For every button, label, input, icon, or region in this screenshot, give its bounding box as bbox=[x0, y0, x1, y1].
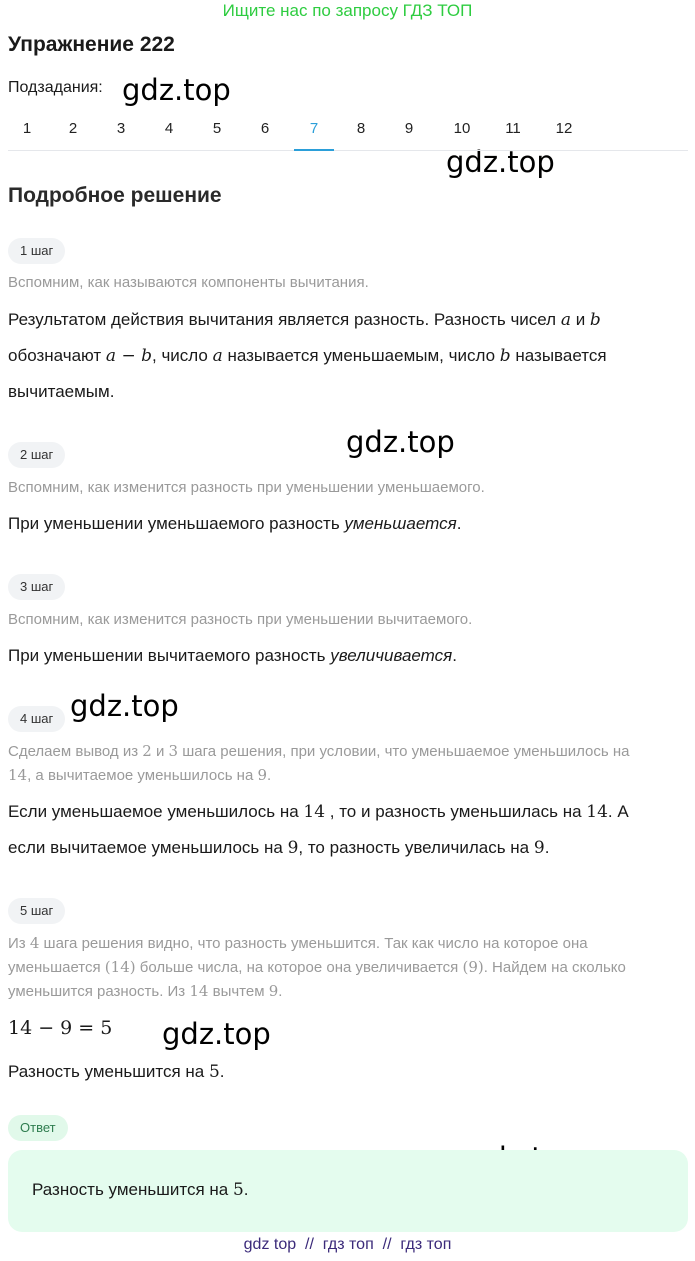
math-num: 5 bbox=[232, 1180, 244, 1200]
tab-4[interactable]: 4 bbox=[164, 120, 174, 137]
text-fragment: . bbox=[278, 983, 283, 1000]
step-badge: 1 шаг bbox=[8, 238, 65, 264]
step-badge: 4 шаг bbox=[8, 706, 65, 732]
promo-banner[interactable]: Ищите нас по запросу ГДЗ ТОП bbox=[222, 1, 473, 20]
math-num: 3 bbox=[168, 742, 179, 760]
math-num: 14 bbox=[189, 982, 209, 1000]
step-hint bbox=[8, 739, 629, 764]
text-fragment: Из bbox=[8, 935, 30, 952]
emphasis: уменьшается bbox=[344, 514, 457, 533]
text-fragment: уменьшится разность. Из bbox=[8, 983, 190, 1000]
text-fragment: вычтем bbox=[208, 983, 269, 1000]
math-num: 14 bbox=[8, 766, 28, 784]
answer-text bbox=[32, 1180, 249, 1200]
step-badge: 5 шаг bbox=[8, 898, 65, 924]
step-hint bbox=[8, 763, 271, 788]
step-hint: Вспомним, как изменится разность при уменьшении вычитаемого. bbox=[8, 611, 473, 628]
text-fragment: больше числа, на которое она увеличивается bbox=[135, 959, 463, 976]
text-fragment: если вычитаемое уменьшилось на bbox=[8, 838, 288, 857]
tab-8[interactable]: 8 bbox=[356, 120, 366, 137]
math-num: (14) bbox=[104, 958, 136, 976]
math-num: 9 bbox=[533, 838, 545, 858]
text-fragment: называется уменьшаемым, число bbox=[222, 346, 500, 365]
watermark: gdz.top bbox=[122, 73, 231, 107]
emphasis: увеличивается bbox=[330, 646, 453, 665]
text-fragment: шага решения видно, что разность уменьшится. Так как число на которое она bbox=[39, 935, 588, 952]
text-fragment: . bbox=[452, 646, 457, 665]
tab-3[interactable]: 3 bbox=[116, 120, 126, 137]
math-num: 14 bbox=[586, 802, 608, 822]
text-fragment: Разность уменьшится на bbox=[32, 1180, 233, 1199]
text-fragment: Разность уменьшится на bbox=[8, 1062, 209, 1081]
math-expr: a − b bbox=[105, 346, 152, 366]
math-var: a bbox=[212, 346, 223, 366]
text-fragment: . Найдем на сколько bbox=[483, 959, 626, 976]
math-num: 5 bbox=[208, 1062, 220, 1082]
step-hint bbox=[8, 979, 282, 1004]
page-title: Упражнение 222 bbox=[8, 33, 175, 56]
tab-6[interactable]: 6 bbox=[260, 120, 270, 137]
tab-7[interactable]: 7 bbox=[294, 112, 334, 150]
step-text bbox=[8, 506, 461, 542]
step-hint bbox=[8, 955, 626, 980]
step-text: вычитаемым. bbox=[8, 382, 115, 401]
text-fragment: , а вычитаемое уменьшилось на bbox=[27, 767, 258, 784]
tab-1[interactable]: 1 bbox=[22, 120, 32, 137]
text-fragment: . bbox=[544, 838, 550, 857]
text-fragment: шага решения, при условии, что уменьшаемое уменьшилось на bbox=[178, 743, 630, 760]
watermark: gdz.top bbox=[70, 689, 179, 723]
tab-5[interactable]: 5 bbox=[212, 120, 222, 137]
text-fragment: . bbox=[219, 1062, 225, 1081]
tab-11[interactable]: 11 bbox=[505, 120, 521, 137]
step-hint: Вспомним, как называются компоненты вычитания. bbox=[8, 274, 369, 291]
text-fragment: , то разность увеличилась на bbox=[298, 838, 534, 857]
step-text bbox=[8, 1054, 225, 1090]
step-hint: Вспомним, как изменится разность при уменьшении уменьшаемого. bbox=[8, 479, 485, 496]
step-text bbox=[8, 638, 457, 674]
text-fragment: . А bbox=[607, 802, 629, 821]
text-fragment: . bbox=[456, 514, 462, 533]
watermark: gdz.top bbox=[346, 425, 455, 459]
text-fragment: . bbox=[243, 1180, 249, 1199]
tab-12[interactable]: 12 bbox=[555, 120, 573, 137]
text-fragment: и bbox=[151, 743, 169, 760]
footer-links[interactable]: gdz top // гдз топ // гдз топ bbox=[243, 1236, 452, 1253]
tab-10[interactable]: 10 bbox=[453, 120, 471, 137]
text-fragment: и bbox=[570, 310, 590, 329]
subtask-tabs bbox=[8, 112, 688, 151]
subtasks-label: Подзадания: bbox=[8, 79, 103, 96]
math-num: 2 bbox=[142, 742, 152, 760]
tab-9[interactable]: 9 bbox=[404, 120, 414, 137]
text-fragment: . bbox=[267, 767, 272, 784]
text-fragment: , то и разность уменьшилась на bbox=[325, 802, 587, 821]
text-fragment: Сделаем вывод из bbox=[8, 743, 143, 760]
step-text bbox=[8, 830, 549, 866]
text-fragment: , число bbox=[152, 346, 213, 365]
section-title: Подробное решение bbox=[8, 184, 222, 207]
step-text bbox=[8, 794, 629, 830]
text-fragment: уменьшается bbox=[8, 959, 105, 976]
math-num: 9 bbox=[257, 766, 268, 784]
equation: 14 − 9 = 5 bbox=[8, 1017, 113, 1039]
math-num: 4 bbox=[29, 934, 40, 952]
text-fragment: обозначают bbox=[8, 346, 106, 365]
watermark: gdz.top bbox=[446, 145, 555, 179]
math-var: b bbox=[499, 346, 511, 366]
math-num: 14 bbox=[303, 802, 326, 822]
math-num: 9 bbox=[268, 982, 279, 1000]
math-var: a bbox=[560, 310, 571, 330]
step-badge: 2 шаг bbox=[8, 442, 65, 468]
text-fragment: Если уменьшаемое уменьшилось на bbox=[8, 802, 304, 821]
step-hint bbox=[8, 931, 588, 956]
math-var: b bbox=[589, 310, 601, 330]
math-num: 9 bbox=[287, 838, 299, 858]
text-fragment: При уменьшении вычитаемого разность bbox=[8, 646, 331, 665]
answer-badge: Ответ bbox=[8, 1115, 68, 1141]
watermark: gdz.top bbox=[162, 1017, 271, 1051]
answer-box bbox=[8, 1150, 688, 1232]
text-fragment: При уменьшении уменьшаемого разность bbox=[8, 514, 345, 533]
text-fragment: Результатом действия вычитания является разность. Разность чисел bbox=[8, 310, 561, 329]
text-fragment: называется bbox=[510, 346, 607, 365]
step-text bbox=[8, 338, 607, 374]
tab-2[interactable]: 2 bbox=[68, 120, 78, 137]
step-text bbox=[8, 302, 601, 338]
step-badge: 3 шаг bbox=[8, 574, 65, 600]
math-num: (9) bbox=[462, 958, 484, 976]
